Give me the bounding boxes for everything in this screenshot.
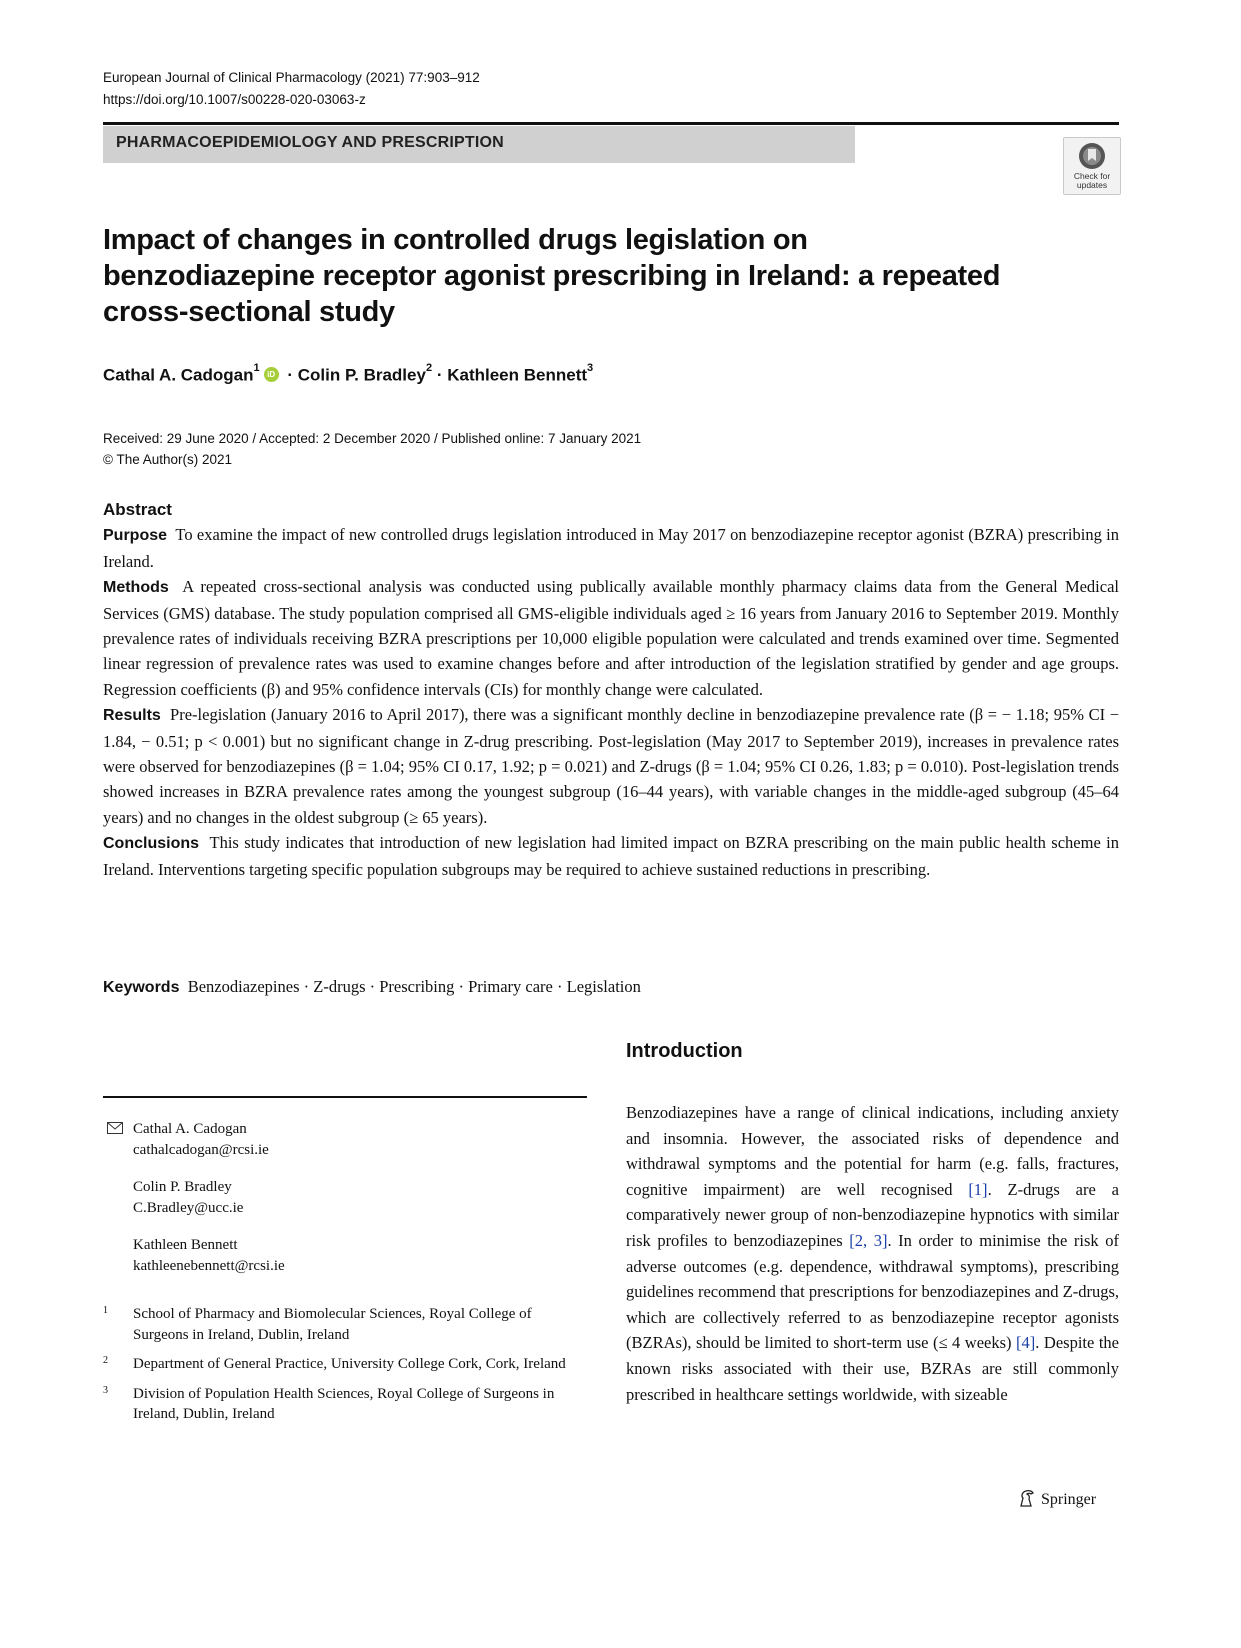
keywords-label: Keywords	[103, 979, 180, 996]
citation-link[interactable]: [1]	[968, 1179, 988, 1199]
article-title: Impact of changes in controlled drugs legislation on benzodiazepine receptor agonist prescribing in Ireland: a repeated cross-sectional study	[103, 224, 1001, 328]
author-affil-ref: 2	[425, 362, 433, 374]
contact-entry	[103, 1235, 587, 1276]
intro-text-3: . In order to minimise the risk of adverse outcomes (e.g. dependence, withdrawal symptoms), prescribing guidelines recommend that prescriptions for benzodiazepines and Z-drugs, which are collectively referred to as benzodiazepine receptor agonists (BZRAs), should be limited to short-term use (≤ 4 weeks)	[626, 1230, 1120, 1353]
contact-entry	[103, 1177, 587, 1218]
author-separator: ·	[436, 365, 443, 385]
purpose-label: Purpose	[103, 527, 168, 545]
contact-name: Colin P. Bradley	[133, 1179, 232, 1195]
citation-link[interactable]: [4]	[1016, 1333, 1036, 1353]
conclusions-text: This study indicates that introduction of new legislation had limited impact on BZRA prescribing on the main public health scheme in Ireland. Interventions targeting specific population subgroups may be required to achieve sustained reductions in prescribing.	[103, 833, 1119, 879]
methods-label: Methods	[103, 579, 169, 597]
copyright-line: © The Author(s) 2021	[103, 452, 233, 467]
intro-text-1: Benzodiazepines have a range of clinical indications, including anxiety and insomnia. However, the associated risks of dependence and withdrawal symptoms and the potential for harm (e.g. falls, fractures, cognitive impairment) are well recognised	[626, 1103, 1119, 1199]
affiliation-number: 2	[103, 1355, 108, 1366]
affiliation-text: School of Pharmacy and Biomolecular Sciences, Royal College of Surgeons in Ireland, Dublin, Ireland	[133, 1306, 532, 1343]
affiliation-entry	[103, 1354, 587, 1375]
author-affil-ref: 3	[587, 362, 594, 374]
contact-name: Kathleen Bennett	[133, 1237, 238, 1253]
purpose-text: To examine the impact of new controlled drugs legislation introduced in May 2017 on benzodiazepine receptor agonist (BZRA) prescribing in Ireland.	[103, 525, 1120, 571]
header-rule	[103, 122, 1119, 125]
keywords	[103, 977, 1119, 997]
publisher-logo	[1017, 1488, 1096, 1509]
abstract-methods	[103, 574, 1119, 702]
correspondence-block	[103, 1119, 587, 1293]
contact-email[interactable]: kathleenebennett@rcsi.ie	[133, 1257, 285, 1274]
affiliation-entry	[103, 1304, 587, 1345]
methods-text: A repeated cross-sectional analysis was conducted using publically available monthly pharmacy claims data from the General Medical Services (GMS) database. The study population comprised all GMS-eligible individuals aged ≥ 16 years from January 2016 to September 2019. Monthly prevalence rates of individuals receiving BZRA prescriptions per 10,000 eligible population were calculated and trends examined over time. Segmented linear regression of prevalence rates was used to examine changes before and after introduction of the legislation stratified by gender and age groups. Regression coefficients (β) and 95% confidence intervals (CIs) for monthly change were calculated.	[103, 577, 1120, 699]
citation-link[interactable]: [2, 3]	[849, 1230, 888, 1250]
journal-header	[103, 67, 480, 111]
affiliation-text: Division of Population Health Sciences, Royal College of Surgeons in Ireland, Dublin, Ireland	[133, 1385, 555, 1422]
intro-text-2: . Z-drugs are a comparatively newer group of non-benzodiazepine hypnotics with similar risk profiles to benzodiazepines	[626, 1179, 1119, 1250]
abstract-results	[103, 702, 1119, 830]
contact-email[interactable]: cathalcadogan@rcsi.ie	[133, 1141, 269, 1158]
affiliation-number: 1	[103, 1305, 108, 1316]
section-banner	[103, 126, 855, 163]
author-separator: ·	[287, 365, 294, 385]
results-text: Pre-legislation (January 2016 to April 2017), there was a significant monthly decline in benzodiazepine prevalence rate (β = − 1.18; 95% CI − 1.84, − 0.51; p < 0.001) but no significant change in Z-drug prescribing. Post-legislation (May 2017 to September 2019), increases in prevalence rates were observed for benzodiazepines (β = 1.04; 95% CI 0.17, 1.92; p = 0.021) and Z-drugs (β = 1.04; 95% CI 0.26, 1.83; p = 0.010). Post-legislation trends showed increases in BZRA prevalence rates among the youngest subgroup (16–44 years), with variable changes in the middle-aged subgroup (45–64 years) and no changes in the oldest subgroup (≥ 65 years).	[103, 705, 1119, 827]
conclusions-label: Conclusions	[103, 835, 200, 853]
publication-dates	[103, 428, 641, 470]
check-for-updates-badge[interactable]	[1063, 137, 1121, 195]
affiliation-entry	[103, 1384, 587, 1425]
abstract-section	[103, 497, 1119, 882]
check-label-1: Check for	[1073, 171, 1111, 181]
contact-entry	[103, 1119, 587, 1160]
author-affil-ref: 1	[253, 362, 260, 374]
keywords-text: Benzodiazepines · Z-drugs · Prescribing · Primary care · Legislation	[187, 977, 641, 996]
journal-citation: European Journal of Clinical Pharmacology (2021) 77:903–912	[103, 70, 480, 85]
section-label: PHARMACOEPIDEMIOLOGY AND PRESCRIPTION	[116, 134, 504, 151]
affiliation-text: Department of General Practice, University College Cork, Cork, Ireland	[133, 1356, 566, 1372]
envelope-icon	[107, 1122, 123, 1134]
intro-text-4: . Despite the known risks associated with their use, BZRAs are still commonly prescribed in healthcare settings worldwide, with sizeable	[626, 1333, 1120, 1404]
footnote-rule	[103, 1096, 587, 1098]
contact-name: Cathal A. Cadogan	[133, 1121, 247, 1137]
received-line: Received: 29 June 2020 / Accepted: 2 December 2020 / Published online: 7 January 2021	[103, 431, 642, 446]
check-updates-icon	[1077, 141, 1107, 171]
author-list	[103, 362, 594, 386]
abstract-heading: Abstract	[103, 500, 172, 519]
author-name[interactable]: Cathal A. Cadogan	[103, 365, 254, 385]
abstract-purpose	[103, 522, 1119, 574]
author-name[interactable]: Colin P. Bradley	[297, 365, 426, 385]
introduction-text	[626, 1100, 1119, 1407]
contact-email[interactable]: C.Bradley@ucc.ie	[133, 1199, 244, 1216]
introduction-heading: Introduction	[626, 1040, 743, 1062]
check-label-2: updates	[1076, 180, 1108, 190]
abstract-conclusions	[103, 830, 1119, 882]
orcid-icon[interactable]: iD	[264, 367, 279, 382]
publisher-name: Springer	[1041, 1491, 1097, 1508]
author-name[interactable]: Kathleen Bennett	[447, 365, 588, 385]
affiliations-block	[103, 1304, 587, 1434]
doi-link[interactable]: https://doi.org/10.1007/s00228-020-03063-z	[103, 92, 366, 107]
results-label: Results	[103, 707, 161, 725]
affiliation-number: 3	[103, 1384, 108, 1396]
springer-horse-icon	[1017, 1488, 1037, 1508]
